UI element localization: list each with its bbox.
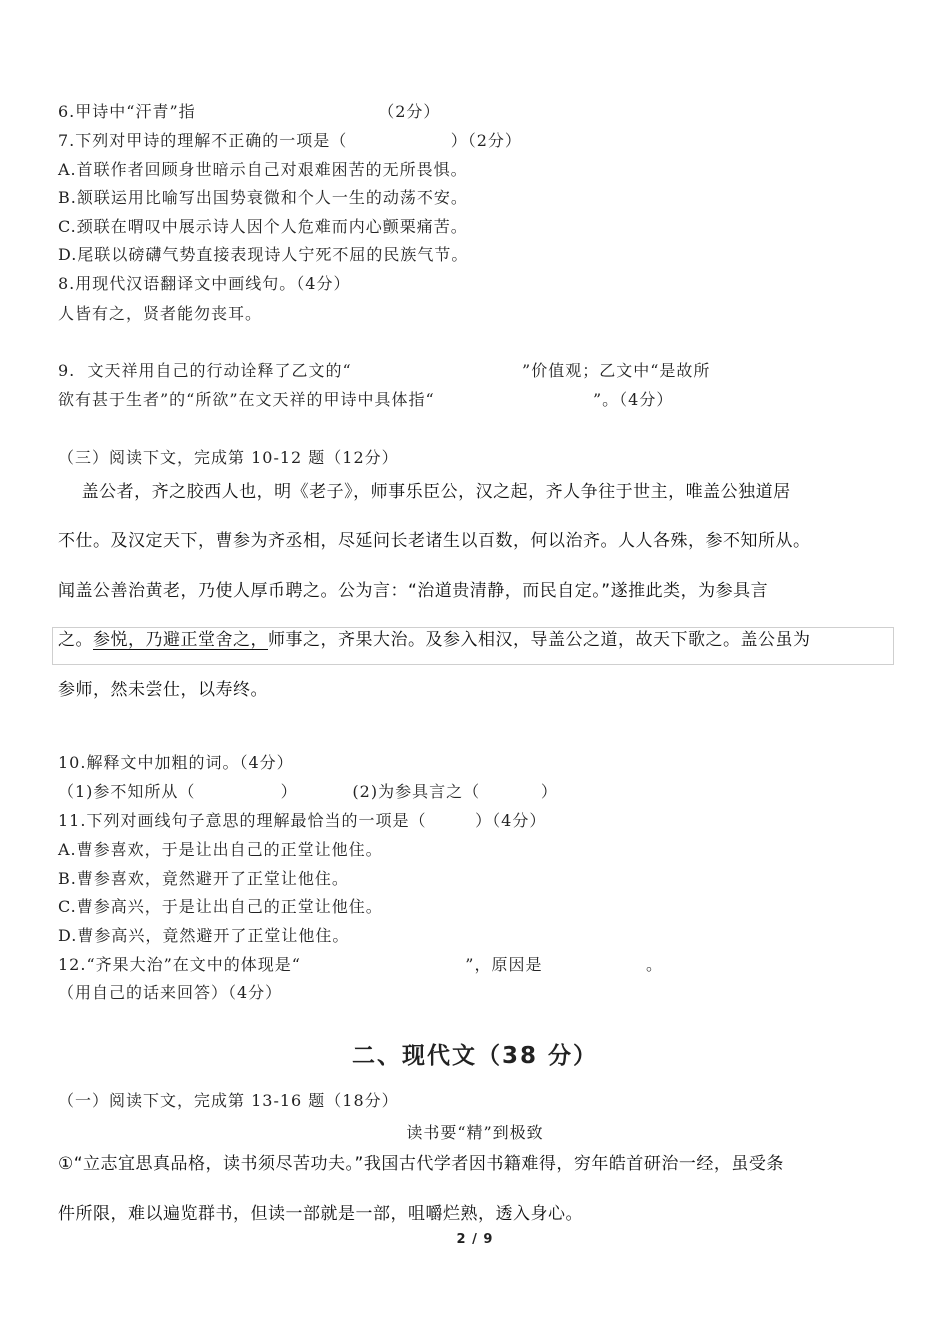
article-line-1: ①“立志宜思真品格，读书须尽苦功夫。”我国古代学者因书籍难得，穷年皓首研治一经，虽受条	[58, 1154, 784, 1174]
passage-line-3: 闻盖公善治黄老，乃使人厚币聘之。公为言：“治道贵清静，而民自定。”遂推此类，为参具言	[58, 581, 769, 601]
option-7c: C.颈联在喟叹中展示诗人因个人危难而内心颤栗痛苦。	[58, 217, 468, 236]
question-12-note: （用自己的话来回答）（4分）	[58, 983, 283, 1002]
option-11a: A.曹参喜欢，于是让出自己的正堂让他住。	[58, 840, 383, 859]
question-8-sentence: 人皆有之，贤者能勿丧耳。	[58, 304, 263, 323]
option-7b: B.颔联运用比喻写出国势衰微和个人一生的动荡不安。	[58, 188, 468, 207]
question-11: 11.下列对画线句子意思的理解最恰当的一项是（ ）（4分）	[58, 811, 547, 830]
question-10: 10.解释文中加粗的词。（4分）	[58, 753, 294, 772]
passage-line-1: 盖公者，齐之胶西人也，明《老子》，师事乐臣公，汉之起，齐人争往于世主，唯盖公独道居	[58, 482, 791, 502]
article-line-2: 件所限，难以遍览群书，但读一部就是一部，咀嚼烂熟，透入身心。	[58, 1204, 583, 1224]
question-9-line2: 欲有甚于生者”的“所欲”在文天祥的甲诗中具体指“ ”。（4分）	[58, 390, 674, 409]
passage-line-4	[58, 628, 811, 652]
passage-line-2: 不仕。及汉定天下，曹参为齐丞相，尽延问长老诸生以百数，何以治齐。人人各殊，参不知所从。	[58, 531, 811, 551]
underlined-sentence: 参悦，乃避正堂舍之，	[93, 630, 268, 650]
question-6: 6.甲诗中“汗青”指 （2分）	[58, 102, 441, 121]
article-title: 读书要“精”到极致	[406, 1123, 544, 1142]
section-3-header: （三）阅读下文，完成第 10-12 题（12分）	[58, 448, 399, 467]
question-8: 8.用现代汉语翻译文中画线句。（4分）	[58, 274, 351, 293]
option-7a: A.首联作者回顾身世暗示自己对艰难困苦的无所畏惧。	[58, 160, 468, 179]
question-7: 7.下列对甲诗的理解不正确的一项是（ ）（2分）	[58, 131, 522, 150]
option-11b: B.曹参喜欢，竟然避开了正堂让他住。	[58, 869, 349, 888]
question-12: 12.“齐果大治”在文中的体现是“ ”，原因是 。	[58, 955, 663, 974]
option-11c: C.曹参高兴，于是让出自己的正堂让他住。	[58, 897, 383, 916]
passage-line-4-end: 师事之，齐果大治。及参入相汉，导盖公之道，故天下歌之。盖公虽为	[268, 630, 811, 650]
section-heading: 二、现代文（38 分）	[351, 1043, 598, 1069]
section-1-header: （一）阅读下文，完成第 13-16 题（18分）	[58, 1091, 399, 1110]
passage-line-4-start: 之。	[58, 630, 93, 650]
passage-line-5: 参师，然未尝仕，以寿终。	[58, 680, 268, 700]
question-10-items: （1)参不知所从（ ） (2)为参具言之（ ）	[58, 782, 558, 801]
page-number: 2 / 9	[456, 1232, 494, 1247]
option-7d: D.尾联以磅礴气势直接表现诗人宁死不屈的民族气节。	[58, 245, 469, 264]
option-11d: D.曹参高兴，竟然避开了正堂让他住。	[58, 926, 350, 945]
question-9-line1: 9. 文天祥用自己的行动诠释了乙文的“ ”价值观；乙文中“是故所	[58, 361, 711, 380]
